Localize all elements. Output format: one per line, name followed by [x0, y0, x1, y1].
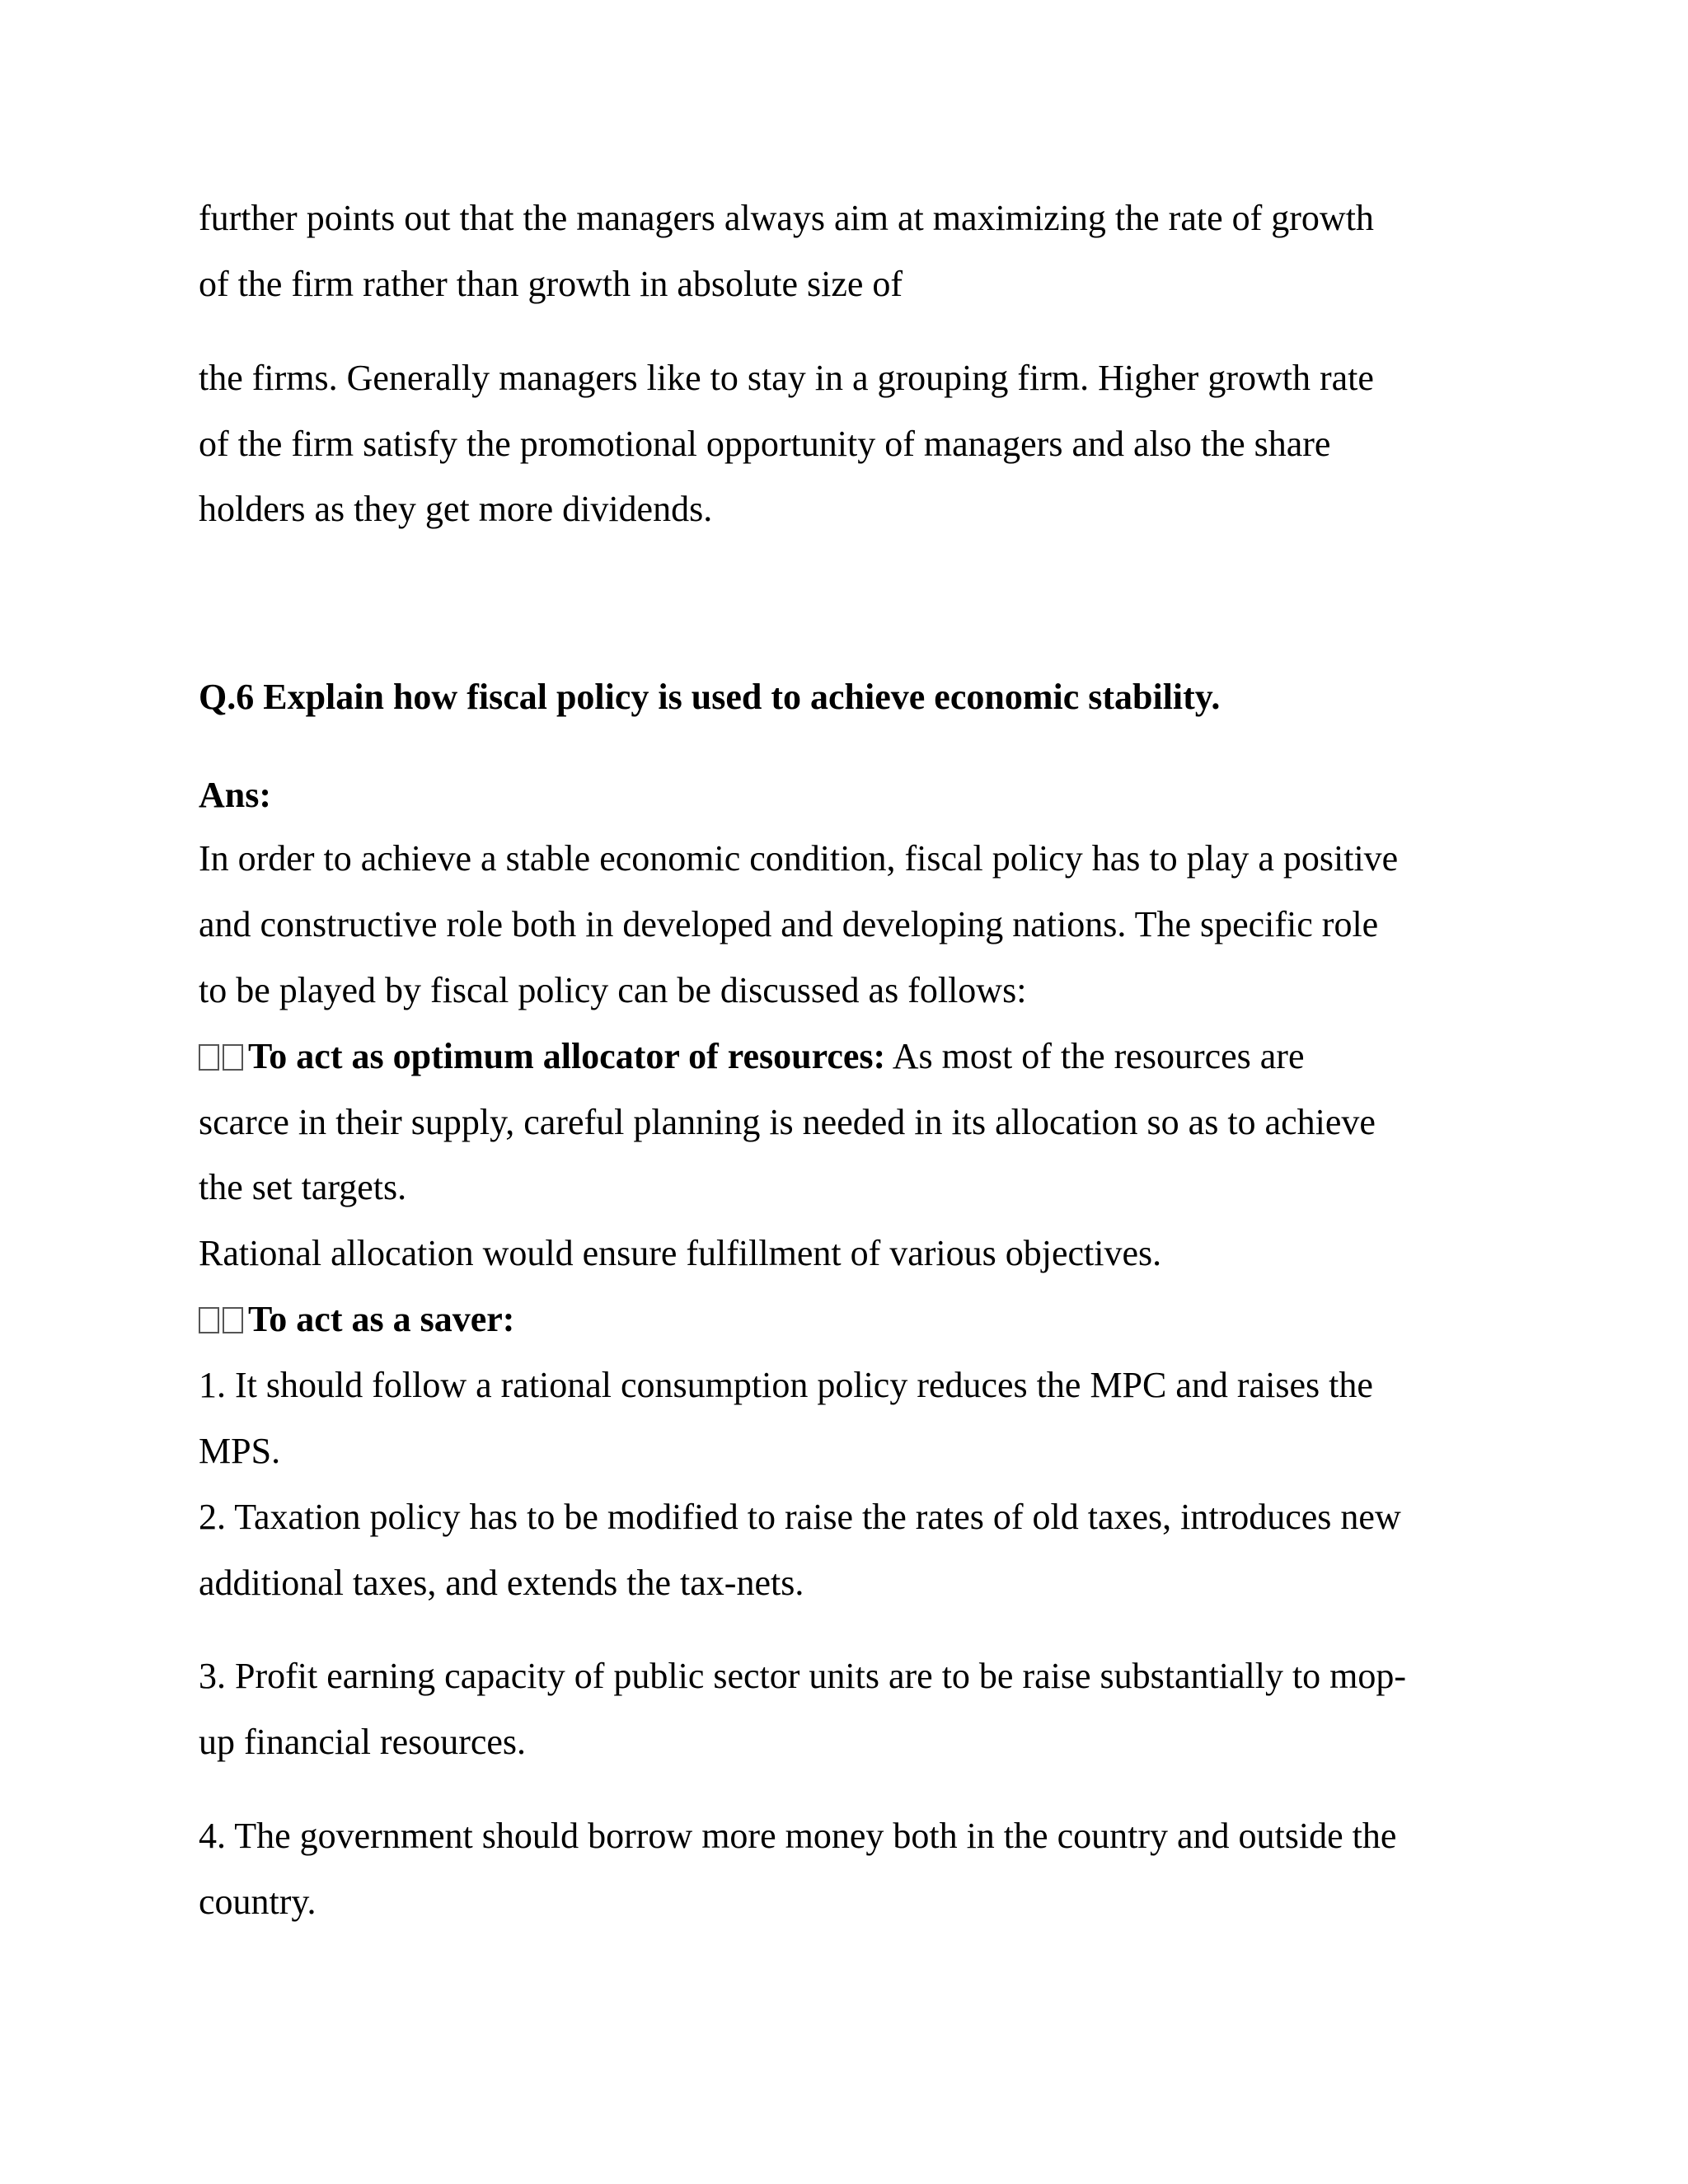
- list-item-continuation: up financial resources.: [199, 1722, 527, 1762]
- list-item-continuation: country.: [199, 1882, 316, 1922]
- paragraph-line: the firms. Generally managers like to stay in a grouping firm. Higher growth rate: [199, 358, 1374, 398]
- paragraph-line: holders as they get more dividends.: [199, 489, 713, 529]
- list-item: 1. It should follow a rational consumption policy reduces the MPC and raises the: [199, 1365, 1373, 1405]
- missing-glyph-icon: [223, 1044, 243, 1071]
- question-heading: Q.6 Explain how fiscal policy is used to achieve economic stability.: [199, 677, 1221, 717]
- paragraph-line: scarce in their supply, careful planning is needed in its allocation so as to achieve: [199, 1102, 1376, 1142]
- list-item-continuation: MPS.: [199, 1431, 281, 1471]
- paragraph-line: to be played by fiscal policy can be discussed as follows:: [199, 970, 1027, 1010]
- list-item: 2. Taxation policy has to be modified to raise the rates of old taxes, introduces new: [199, 1497, 1401, 1537]
- paragraph-line: of the firm satisfy the promotional opportunity of managers and also the share: [199, 424, 1331, 464]
- bullet-point-allocator: [199, 1033, 1305, 1080]
- missing-glyph-icon: [199, 1307, 219, 1333]
- missing-glyph-icon: [199, 1044, 219, 1071]
- bullet-title: To act as a saver:: [248, 1299, 515, 1339]
- list-item: 4. The government should borrow more money both in the country and outside the: [199, 1816, 1397, 1856]
- bullet-text: As most of the resources are: [885, 1036, 1305, 1076]
- paragraph-line: further points out that the managers always aim at maximizing the rate of growth: [199, 198, 1374, 238]
- bullet-point-saver: [199, 1296, 514, 1343]
- bullet-title: To act as optimum allocator of resources:: [248, 1036, 886, 1076]
- paragraph-line: the set targets.: [199, 1167, 407, 1207]
- answer-label: Ans:: [199, 775, 272, 815]
- list-item: 3. Profit earning capacity of public sector units are to be raise substantially to mop-: [199, 1656, 1407, 1696]
- missing-glyph-icon: [223, 1307, 243, 1333]
- paragraph-line: In order to achieve a stable economic condition, fiscal policy has to play a positive: [199, 838, 1399, 879]
- paragraph-line: Rational allocation would ensure fulfillment of various objectives.: [199, 1233, 1162, 1273]
- list-item-continuation: additional taxes, and extends the tax-nets.: [199, 1563, 804, 1603]
- paragraph-line: of the firm rather than growth in absolute size of: [199, 264, 903, 304]
- paragraph-line: and constructive role both in developed and developing nations. The specific role: [199, 904, 1379, 944]
